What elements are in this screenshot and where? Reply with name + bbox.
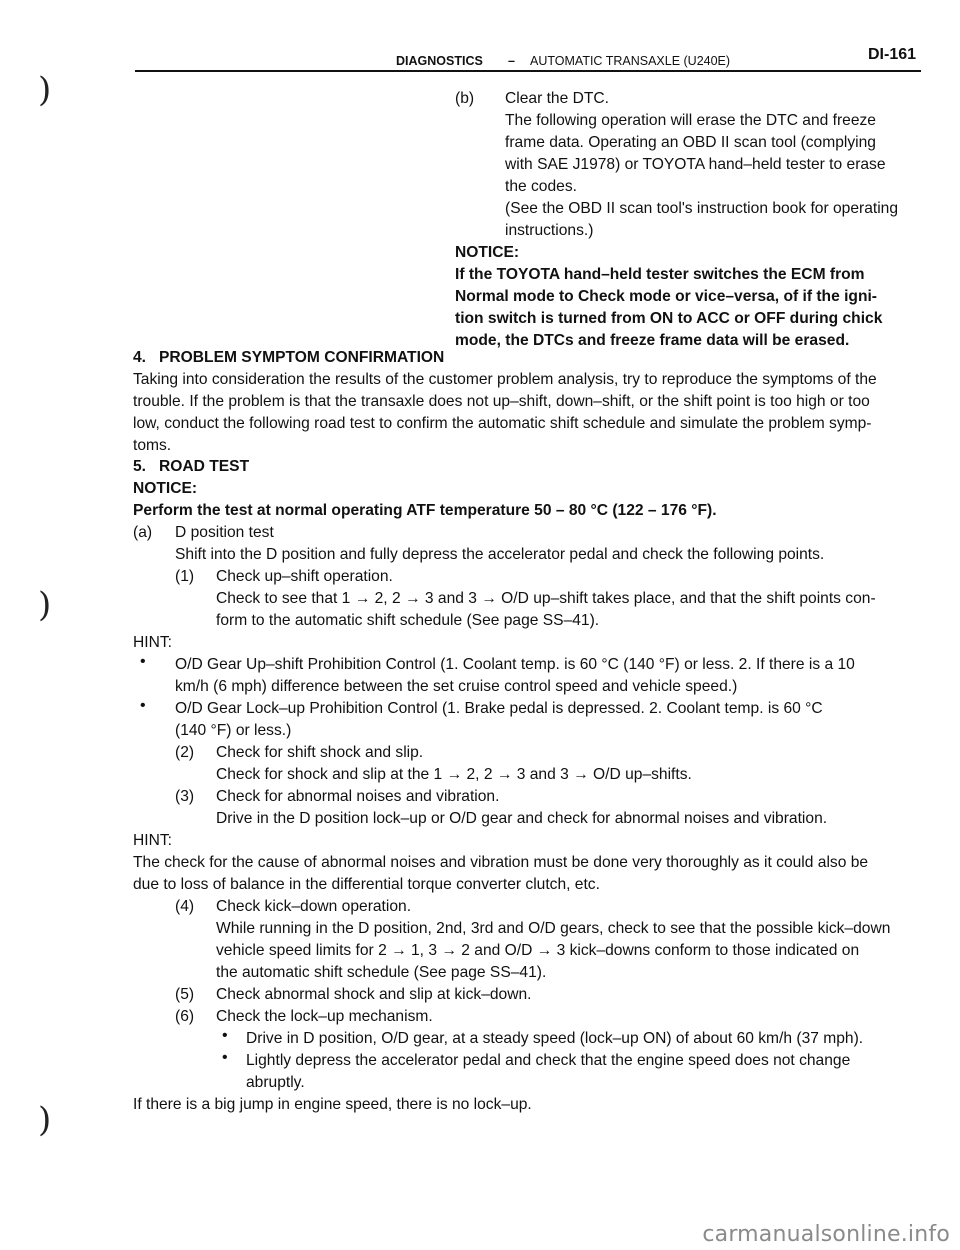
step-6-bullet-line: Lightly depress the accelerator pedal and check that the engine speed does not change <box>246 1052 851 1069</box>
clear-dtc-line: instructions.) <box>505 222 594 239</box>
section-4-title: 4. PROBLEM SYMPTOM CONFIRMATION <box>133 349 445 366</box>
bullet-icon: • <box>140 653 146 670</box>
hint-bullet-line: O/D Gear Lock–up Prohibition Control (1. Brake pedal is depressed. 2. Coolant temp. is 60 °C <box>175 700 823 717</box>
clear-dtc-body <box>505 110 898 242</box>
clear-dtc-line: with SAE J1978) or TOYOTA hand–held tester to erase <box>505 156 886 173</box>
step-3-label: (3) <box>175 788 195 805</box>
step-6-bullet-line: abruptly. <box>246 1074 305 1091</box>
binding-mark-3: ) <box>38 1100 52 1140</box>
header-rule <box>135 70 921 72</box>
step-5-title: Check abnormal shock and slip at kick–down. <box>216 986 532 1003</box>
section-4-line: trouble. If the problem is that the transaxle does not up–shift, down–shift, or the shift point is too high or too <box>133 393 870 410</box>
step-4-label: (4) <box>175 898 195 915</box>
step-1-line: form to the automatic shift schedule (See page SS–41). <box>216 612 600 629</box>
step-6-label: (6) <box>175 1008 195 1025</box>
step-6-title: Check the lock–up mechanism. <box>216 1008 433 1025</box>
step-4-line: While running in the D position, 2nd, 3rd and O/D gears, check to see that the possible kick–down <box>216 920 891 937</box>
notice-line: If the TOYOTA hand–held tester switches the ECM from <box>455 266 865 283</box>
clear-dtc-line: frame data. Operating an OBD II scan tool (complying <box>505 134 876 151</box>
step-4-title: Check kick–down operation. <box>216 898 412 915</box>
step-1-line: Check to see that 1 → 2, 2 → 3 and 3 → O/D up–shift takes place, and that the shift points con- <box>216 590 876 607</box>
bullet-icon: • <box>222 1049 228 1066</box>
step-1-title: Check up–shift operation. <box>216 568 393 585</box>
step-6-bullet-1: Drive in D position, O/D gear, at a steady speed (lock–up ON) of about 60 km/h (37 mph). <box>246 1030 864 1047</box>
watermark: carmanualsonline.info <box>702 1222 950 1247</box>
clear-dtc-line: the codes. <box>505 178 577 195</box>
hint-1-label: HINT: <box>133 634 172 651</box>
hint-2-label: HINT: <box>133 832 172 849</box>
header-subtitle: AUTOMATIC TRANSAXLE (U240E) <box>530 54 731 68</box>
section-4-line: toms. <box>133 437 172 454</box>
clear-dtc-notice <box>455 264 882 352</box>
section-4-body <box>133 369 877 457</box>
step-a-text: Shift into the D position and fully depress the accelerator pedal and check the following points. <box>175 546 825 563</box>
final-note: If there is a big jump in engine speed, there is no lock–up. <box>133 1096 532 1113</box>
step-2-text: Check for shock and slip at the 1 → 2, 2 → 3 and 3 → O/D up–shifts. <box>216 766 692 783</box>
notice-line: mode, the DTCs and freeze frame data will be erased. <box>455 332 850 349</box>
binding-mark-2: ) <box>38 585 52 625</box>
header-separator: – <box>508 54 515 68</box>
bullet-icon: • <box>140 697 146 714</box>
step-a-label: (a) <box>133 524 153 541</box>
section-5-notice-label: NOTICE: <box>133 480 198 497</box>
clear-dtc-label: (b) <box>455 90 475 107</box>
page-number: DI-161 <box>868 46 917 63</box>
step-1-body <box>216 588 876 632</box>
bullet-icon: • <box>222 1027 228 1044</box>
step-2-label: (2) <box>175 744 195 761</box>
clear-dtc-line: (See the OBD II scan tool's instruction book for operating <box>505 200 899 217</box>
step-4-line: the automatic shift schedule (See page SS–41). <box>216 964 547 981</box>
step-4-line: vehicle speed limits for 2 → 1, 3 → 2 and O/D → 3 kick–downs conform to those indicated on <box>216 942 860 959</box>
step-5-label: (5) <box>175 986 195 1003</box>
hint-bullet-line: (140 °F) or less.) <box>175 722 292 739</box>
binding-mark-1: ) <box>38 70 52 110</box>
hint-bullet-line: km/h (6 mph) difference between the set cruise control speed and vehicle speed.) <box>175 678 738 695</box>
section-5-title: 5. ROAD TEST <box>133 458 250 475</box>
step-6-bullet-2 <box>246 1050 850 1094</box>
notice-line: tion switch is turned from ON to ACC or OFF during chick <box>455 310 883 327</box>
step-4-body <box>216 918 890 984</box>
clear-dtc-line: The following operation will erase the DTC and freeze <box>505 112 876 129</box>
step-2-title: Check for shift shock and slip. <box>216 744 424 761</box>
step-3-text: Drive in the D position lock–up or O/D gear and check for abnormal noises and vibration. <box>216 810 828 827</box>
step-a-title: D position test <box>175 524 274 541</box>
notice-line: Normal mode to Check mode or vice–versa, of if the igni- <box>455 288 877 305</box>
hint-2-line: due to loss of balance in the differential torque converter clutch, etc. <box>133 876 600 893</box>
clear-dtc-notice-label: NOTICE: <box>455 244 520 261</box>
header-section: DIAGNOSTICS <box>396 54 483 68</box>
hint-2-body <box>133 852 868 896</box>
hint-1-bullet-1 <box>175 654 855 698</box>
clear-dtc-title: Clear the DTC. <box>505 90 609 107</box>
step-3-title: Check for abnormal noises and vibration. <box>216 788 500 805</box>
section-4-line: low, conduct the following road test to confirm the automatic shift schedule and simulate the problem symp- <box>133 415 872 432</box>
hint-2-line: The check for the cause of abnormal noises and vibration must be done very thoroughly as it could also be <box>133 854 869 871</box>
section-4-line: Taking into consideration the results of the customer problem analysis, try to reproduce the symptoms of the <box>133 371 877 388</box>
section-5-notice: Perform the test at normal operating ATF temperature 50 – 80 °C (122 – 176 °F). <box>133 502 717 519</box>
step-1-label: (1) <box>175 568 195 585</box>
hint-1-bullet-2 <box>175 698 823 742</box>
hint-bullet-line: O/D Gear Up–shift Prohibition Control (1. Coolant temp. is 60 °C (140 °F) or less. 2. If there is a 10 <box>175 656 855 673</box>
